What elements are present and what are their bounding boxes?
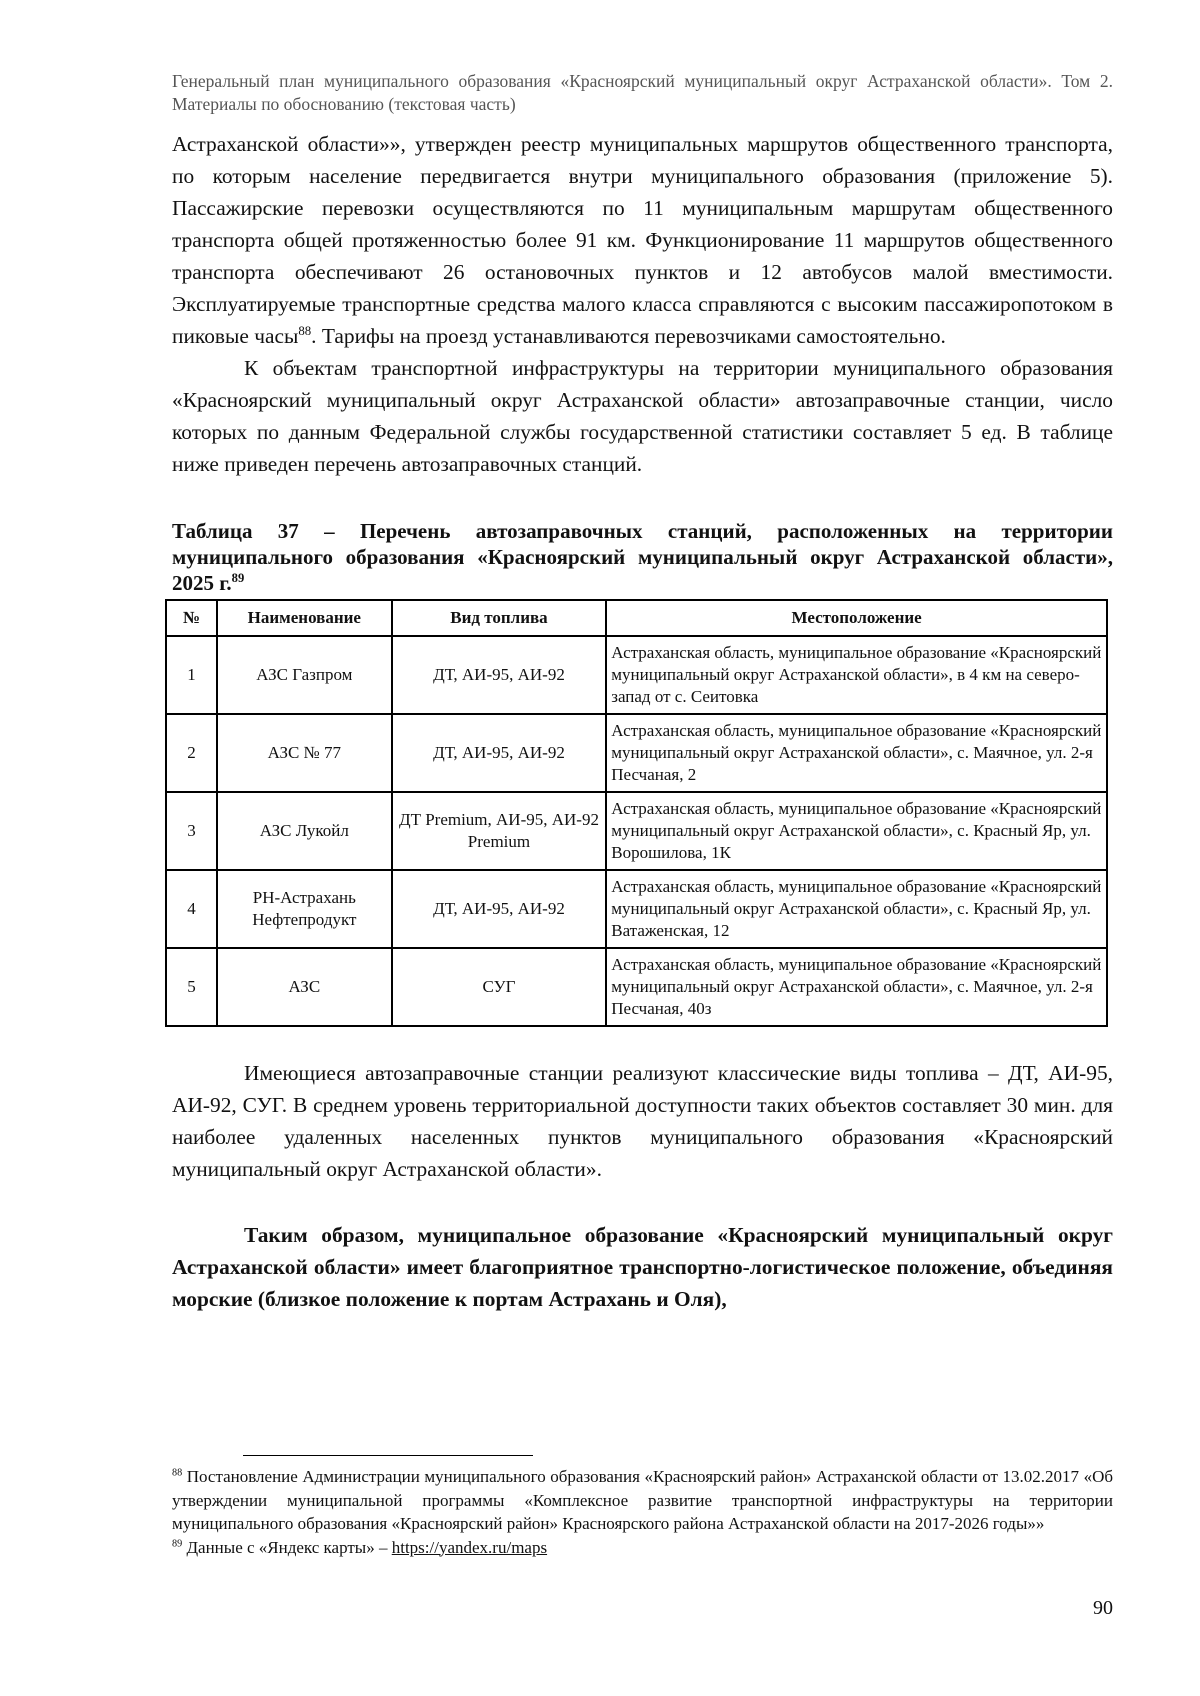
footnote-separator: [243, 1455, 533, 1456]
footnote-text: Постановление Администрации муниципального образования «Красноярский район» Астраханской области от 13.02.2017 «Об утверждении муниципальной программы «Комплексное развитие транспортной инфраструктуры на территории муниципального образования «Красноярский район» Красноярского района Астраханской области на 2017-2026 годы»»: [172, 1467, 1113, 1533]
paragraph-text: . Тарифы на проезд устанавливаются перевозчиками самостоятельно.: [311, 324, 946, 348]
cell-name: АЗС № 77: [217, 714, 392, 792]
footnote-mark: 88: [172, 1467, 183, 1479]
cell-name: РН-Астрахань Нефтепродукт: [217, 870, 392, 948]
footnote-text: Данные с «Яндекс карты» –: [182, 1537, 392, 1557]
cell-fuel: ДТ, АИ-95, АИ-92: [392, 714, 607, 792]
table-row: [166, 636, 1107, 714]
footnote-ref-88[interactable]: 88: [298, 323, 312, 338]
paragraph-text: Астраханской области»», утвержден реестр муниципальных маршрутов общественного транспорта, по которым население передвигается внутри муниципального образования (приложение 5). Пассажирские перевозки осуществляются по 11 муниципальным маршрутам общественного транспорта общей протяженностью более 91 км. Функционирование 11 маршрутов общественного транспорта обеспечивают 26 остановочных пунктов и 12 автобусов малой вместимости. Эксплуатируемые транспортные средства малого класса справляются с высоким пассажиропотоком в пиковые часы: [172, 132, 1113, 348]
footnote-ref-89[interactable]: 89: [231, 571, 245, 585]
cell-num: 5: [166, 948, 217, 1026]
page-number: 90: [1093, 1597, 1113, 1619]
table-row: [166, 948, 1107, 1026]
cell-num: 1: [166, 636, 217, 714]
gas-stations-table: [165, 599, 1108, 1027]
yandex-maps-link[interactable]: https://yandex.ru/maps: [391, 1537, 548, 1557]
cell-location: Астраханская область, муниципальное образование «Красноярский муниципальный округ Астраханской области», с. Маячное, ул. 2-я Песчаная, 40з: [606, 948, 1107, 1026]
header-location: Местоположение: [606, 600, 1107, 636]
cell-name: АЗС: [217, 948, 392, 1026]
cell-num: 3: [166, 792, 217, 870]
cell-location: Астраханская область, муниципальное образование «Красноярский муниципальный округ Астраханской области», с. Красный Яр, ул. Ворошилова, 1К: [606, 792, 1107, 870]
cell-fuel: ДТ Premium, АИ-95, АИ-92 Premium: [392, 792, 607, 870]
cell-location: Астраханская область, муниципальное образование «Красноярский муниципальный округ Астраханской области», с. Красный Яр, ул. Ватаженская, 12: [606, 870, 1107, 948]
table-caption-text: Таблица 37 – Перечень автозаправочных станций, расположенных на территории муниципального образования «Красноярский муниципальный округ Астраханской области», 2025 г.: [172, 519, 1113, 595]
cell-name: АЗС Газпром: [217, 636, 392, 714]
running-header: Генеральный план муниципального образования «Красноярский муниципальный округ Астраханской области». Том 2. Материалы по обоснованию (текстовая часть): [172, 71, 1113, 114]
paragraph-transport-routes: [172, 128, 1113, 352]
cell-name: АЗС Лукойл: [217, 792, 392, 870]
paragraph-conclusion: Таким образом, муниципальное образование «Красноярский муниципальный округ Астраханской области» имеет благоприятное транспортно-логистическое положение, объединяя морские (близкое положение к портам Астрахань и Оля),: [172, 1223, 1113, 1311]
table-row: [166, 792, 1107, 870]
header-num: №: [166, 600, 217, 636]
header-name: Наименование: [217, 600, 392, 636]
paragraph-gas-stations-intro: К объектам транспортной инфраструктуры на территории муниципального образования «Красноярский муниципальный округ Астраханской области» автозаправочные станции, число которых по данным Федеральной службы государственной статистики составляет 5 ед. В таблице ниже приведен перечень автозаправочных станций.: [172, 356, 1113, 476]
table-row: [166, 714, 1107, 792]
table-header-row: [166, 600, 1107, 636]
document-page: [172, 70, 1113, 1315]
cell-location: Астраханская область, муниципальное образование «Красноярский муниципальный округ Астраханской области», в 4 км на северо-запад от с. Сеитовка: [606, 636, 1107, 714]
footnote-89: [172, 1536, 1113, 1560]
table-row: [166, 870, 1107, 948]
paragraph-fuel-types: Имеющиеся автозаправочные станции реализуют классические виды топлива – ДТ, АИ-95, АИ-92, СУГ. В среднем уровень территориальной доступности таких объектов составляет 30 мин. для наиболее удаленных населенных пунктов муниципального образования «Красноярский муниципальный округ Астраханской области».: [172, 1061, 1113, 1181]
header-fuel: Вид топлива: [392, 600, 607, 636]
footnote-88: [172, 1465, 1113, 1536]
table-caption: [172, 518, 1113, 596]
cell-num: 2: [166, 714, 217, 792]
cell-location: Астраханская область, муниципальное образование «Красноярский муниципальный округ Астраханской области», с. Маячное, ул. 2-я Песчаная, 2: [606, 714, 1107, 792]
cell-fuel: ДТ, АИ-95, АИ-92: [392, 636, 607, 714]
cell-fuel: СУГ: [392, 948, 607, 1026]
footnotes: [172, 1465, 1113, 1559]
footnote-mark: 89: [172, 1537, 183, 1549]
cell-fuel: ДТ, АИ-95, АИ-92: [392, 870, 607, 948]
cell-num: 4: [166, 870, 217, 948]
